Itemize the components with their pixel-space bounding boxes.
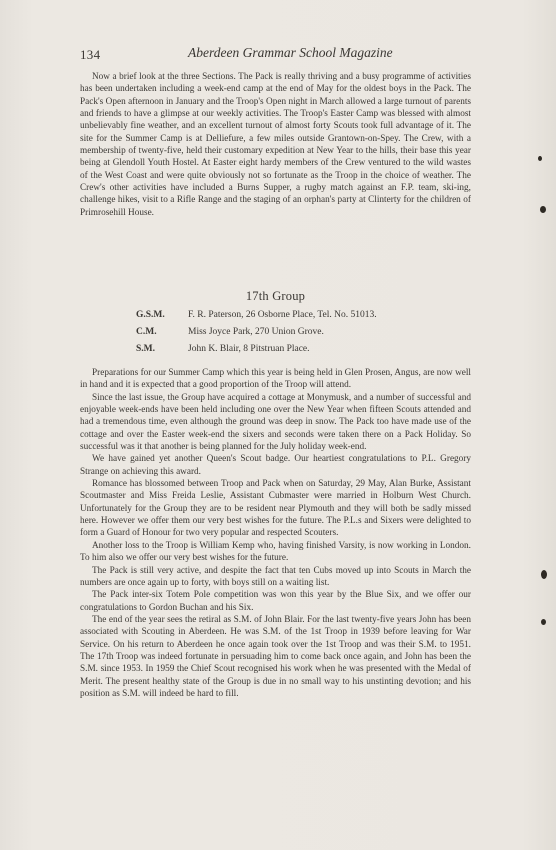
news-paragraph: Another loss to the Troop is William Kemp who, having finished Varsity, is now working in London. To him also we offer our very best wishes for the future. — [80, 540, 471, 564]
officer-role: C.M. — [136, 327, 157, 337]
officer-role: S.M. — [136, 344, 155, 354]
section-heading: 17th Group — [245, 289, 306, 303]
news-paragraph: Preparations for our Summer Camp which this year is being held in Glen Prosen, Angus, are now well in hand and it is expected that a good proportion of the Troop will attend. — [80, 368, 471, 391]
officer-row — [136, 327, 456, 344]
officer-detail: F. R. Paterson, 26 Osborne Place, Tel. No. 51013. — [188, 310, 377, 320]
officer-role: G.S.M. — [136, 310, 165, 320]
binding-hole-mark — [541, 619, 546, 625]
running-title: Aberdeen Grammar School Magazine — [188, 45, 393, 60]
officers-list — [136, 310, 456, 361]
news-paragraph: Since the last issue, the Group have acquired a cottage at Monymusk, and a number of successful and enjoyable week-ends have been held including one over the New Year when fifteen Scouts attended and had a tremendous time, even although the ground was deep in snow. The Pack too have made use of the cottage and over the Easter week-end the sixers and seconds were taken there on a Pack Holiday. So successful was it that another is being planned for the July holiday week-end. — [80, 392, 471, 453]
officer-row — [136, 344, 456, 361]
intro-paragraph: Now a brief look at the three Sections. The Pack is really thriving and a busy programme of activities has been undertaken including a week-end camp at the end of May for the oldest boys in the Pack. The Pack's Open afternoon in January and the Troop's Open night in March allowed a large turnout of parents and friends to have a glimpse at our weekly activities. The Troop's Easter Camp was blessed with almost unbelievably fine weather, and an excellent turnout of almost forty Scouts took full advantage of it. The site for the Summer Camp is at Delliefure, a few miles outside Grantown-on-Spey. The Crew, with a membership of twenty-five, held their customary expedition at New Year to the hills, their base this year being at Glendoll Youth Hostel. At Easter eight hardy members of the Crew ventured to the wild wastes of the West Coast and were quite obviously not so fortunate as the Troop in the choice of weather. The Crew's other activities have included a Burns Supper, a rugby match against an F.P. team, ski-ing, challenge hikes, visit to a Rifle Range and the staging of an orphan's party at Clinterty for the children of Primrosehill House. — [80, 72, 471, 218]
officer-detail: John K. Blair, 8 Pitstruan Place. — [188, 344, 310, 354]
news-paragraph: The Pack inter-six Totem Pole competition was won this year by the Blue Six, and we offer our congratulations to Gordon Buchan and his Six. — [80, 590, 471, 613]
page-number: 134 — [80, 47, 101, 62]
officer-row — [136, 310, 456, 327]
news-paragraph: Romance has blossomed between Troop and Pack when on Saturday, 29 May, Alan Burke, Assistant Scoutmaster and Miss Freida Leslie, Assistant Cubmaster were married in Holburn West Church. Unfortunately for the Group they are to be resident near Plymouth and they will both be sadly missed here. However we offer them our very best wishes for the future. The P.L.s and Sixers were delighted to form a Guard of Honour for two very popular and respected Scouters. — [80, 479, 471, 539]
binding-hole-mark — [538, 156, 542, 161]
page-header — [80, 44, 472, 64]
binding-hole-mark — [541, 570, 547, 579]
intro-section — [80, 71, 471, 219]
group-news — [80, 367, 471, 700]
officer-detail: Miss Joyce Park, 270 Union Grove. — [188, 327, 324, 337]
binding-hole-mark — [540, 206, 546, 213]
news-paragraph: We have gained yet another Queen's Scout badge. Our heartiest congratulations to P.L. Gregory Strange on achieving this award. — [80, 454, 471, 477]
news-paragraph: The Pack is still very active, and despite the fact that ten Cubs moved up into Scouts in March the numbers are once again up to forty, with boys still on a waiting list. — [80, 565, 471, 588]
news-paragraph: The end of the year sees the retiral as S.M. of John Blair. For the last twenty-five years John has been associated with Scouting in Aberdeen. He was S.M. of the 1st Troop in 1939 before leaving for War Service. On his return to Aberdeen he once again took over the 1st Troop and was their S.M. to 1951. The 17th Troop was indeed fortunate in persuading him to come back once again, and John has been the S.M. since 1953. In 1959 the Chief Scout recognised his work when he was presented with the Medal of Merit. The present healthy state of the Group is due in no small way to his unstinting devotion; and his position as S.M. will indeed be hard to fill. — [80, 614, 471, 699]
